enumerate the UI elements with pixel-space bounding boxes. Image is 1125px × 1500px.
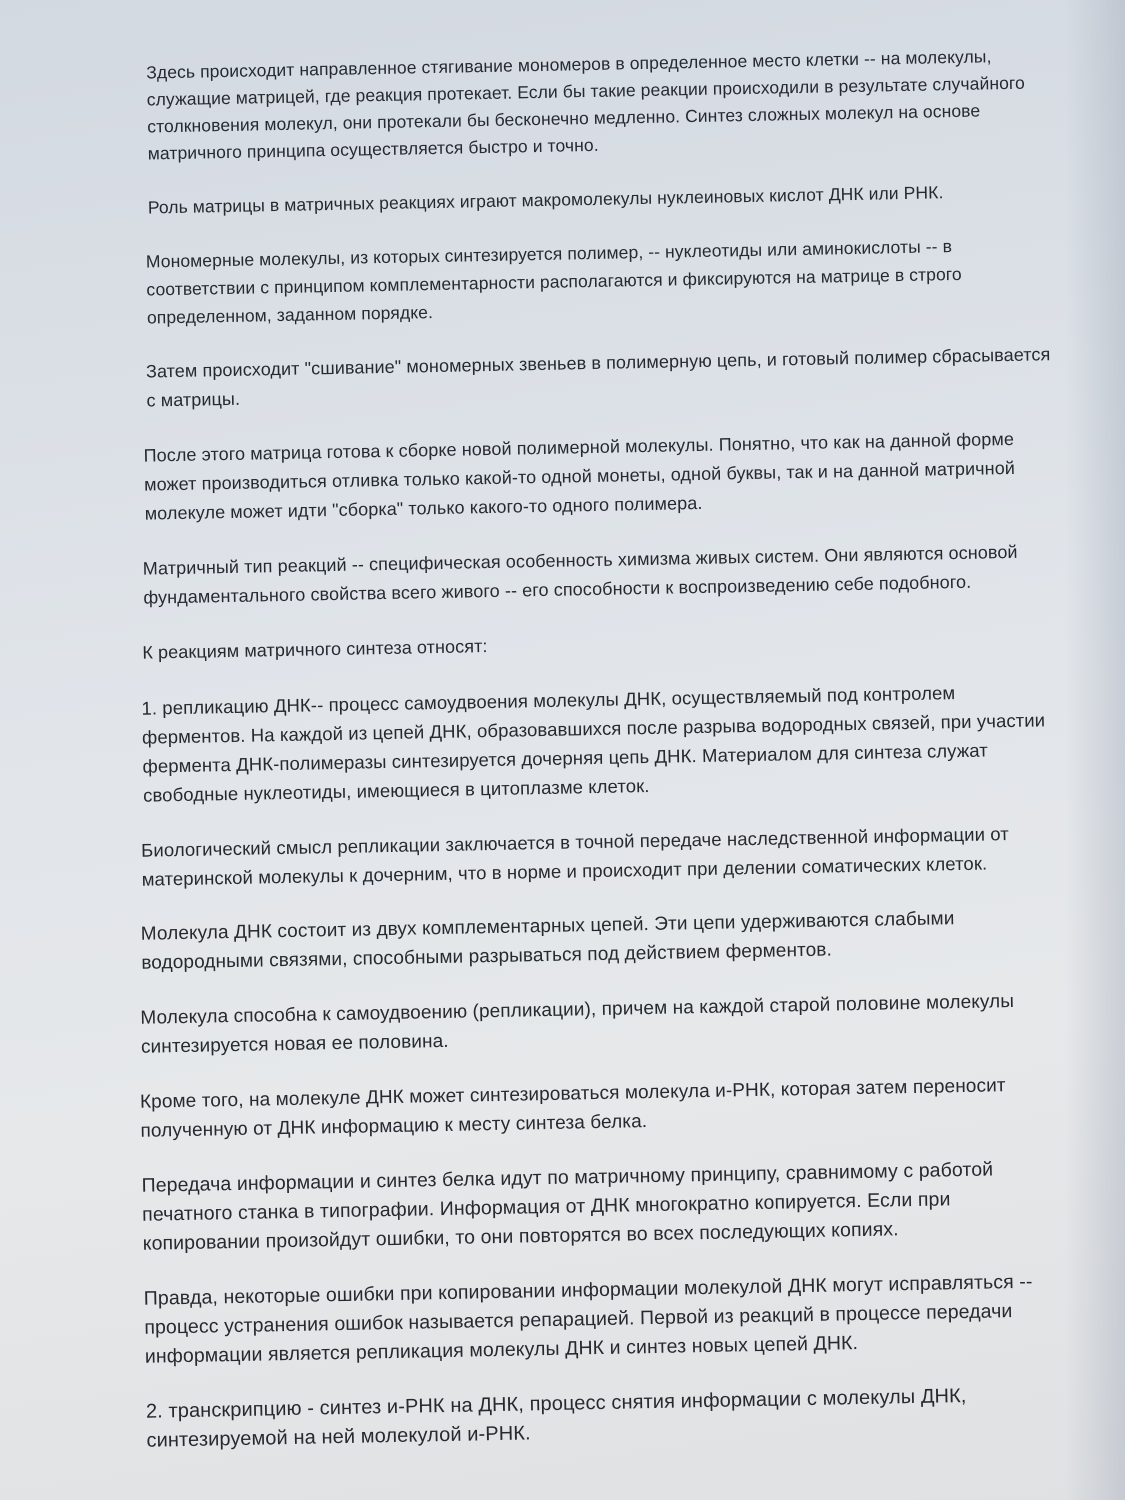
- paragraph-1: Здесь происходит направленное стягивание мономеров в определенное место клетки -- на молекулы, служащие матрицей, где реакция протекает. Если бы такие реакции происходили в результате случайного столкновения молекул, они протекали бы бесконечно медленно. Синтез сложных молекул на основе матричного принципа осуществляется быстро и точно.: [146, 46, 1026, 164]
- document-text: [120, 42, 1077, 1482]
- paragraph-15: 2. транскрипцию - синтез и-РНК на ДНК, процесс снятия информации с молекулы ДНК, синтезируемой на ней молекулой и-РНК.: [145, 1384, 967, 1452]
- paragraph-5: После этого матрица готова к сборке новой полимерной молекулы. Понятно, что как на данной форме может производиться отливка только какой-то одной монеты, одной буквы, так и на данной матричной молекуле может идти "сборка" только какого-то одного полимера.: [143, 428, 1016, 524]
- paragraph-8: 1. репликацию ДНК-- процесс самоудвоения молекулы ДНК, осуществляемый под контролем ферментов. На каждой из цепей ДНК, образовавшихся после разрыва водородных связей, при участии фермента ДНК-полимеразы синтезируется дочерняя цепь ДНК. Материалом для синтеза служат свободные нуклеотиды, имеющиеся в цитоплазме клеток.: [141, 682, 1046, 806]
- paragraph-10: Молекула ДНК состоит из двух комплементарных цепей. Эти цепи удерживаются слабыми водородными связями, способными разрываться под действием ферментов.: [140, 908, 955, 974]
- paragraph-3: Мономерные молекулы, из которых синтезируется полимер, -- нуклеотиды или аминокислоты -- в соответствии с принципом комплементарности располагаются и фиксируются на матрице в строго определенном, заданном порядке.: [145, 236, 962, 328]
- paragraph-6: Матричный тип реакций -- специфическая особенность химизма живых систем. Они являются основой фундаментального свойства всего живого -- его способности к воспроизведению себе подобного.: [142, 541, 1018, 608]
- paragraph-14: Правда, некоторые ошибки при копировании информации молекулой ДНК могут исправляться -- процесс устранения ошибок называется репарацией. Первой из реакций в процессе передачи информации является репликация молекулы ДНК и синтез новых цепей ДНК.: [143, 1270, 1033, 1368]
- page-edge-shadow: [1065, 0, 1125, 1500]
- paragraph-7: К реакциям матричного синтеза относят:: [142, 636, 488, 663]
- paragraph-9: Биологический смысл репликации заключается в точной передаче наследственной информации от материнской молекулы к дочерним, что в норме и происходит при делении соматических клеток.: [140, 823, 1010, 890]
- paragraph-12: Кроме того, на молекуле ДНК может синтезироваться молекула и-РНК, которая затем переносит полученную от ДНК информацию к месту синтеза белка.: [139, 1075, 1006, 1142]
- paragraph-4: Затем происходит "сшивание" мономерных звеньев в полимерную цепь, и готовый полимер сбрасывается с матрицы.: [145, 344, 1051, 411]
- paragraph-13: Передача информации и синтез белка идут по матричному принципу, сравнимому с работой печатного станка в типографии. Информация от ДНК многократно копируется. Если при копировании произойдут ошибки, то они повторятся во всех последующих копиях.: [141, 1158, 994, 1255]
- paragraph-11: Молекула способна к самоудвоению (репликации), причем на каждой старой половине молекулы синтезируется новая ее половина.: [140, 991, 1015, 1058]
- paragraph-2: Роль матрицы в матричных реакциях играют макромолекулы нуклеиновых кислот ДНК или РНК.: [147, 182, 944, 218]
